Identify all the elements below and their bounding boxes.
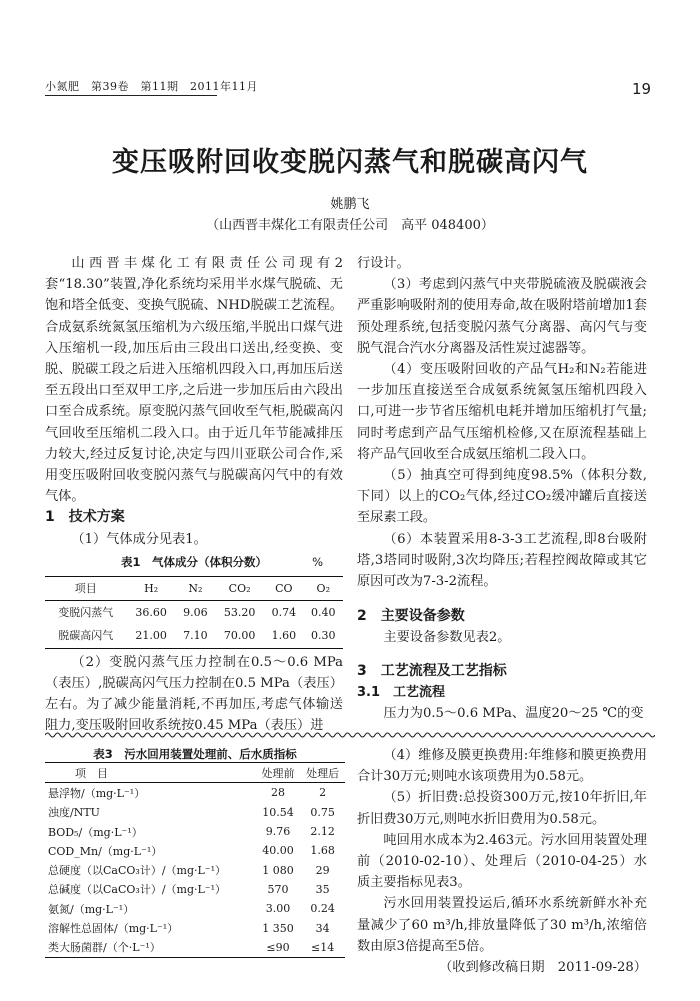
table-3-wrapper: [45, 762, 345, 958]
table-row: BOD₅/（mg·L⁻¹） 9.76 2.12: [48, 825, 335, 839]
depreciation-paragraph: （5）折旧费:总投资300万元,按10年折旧,年折旧费30万元,则吨水折旧费用为0.58元。: [357, 790, 647, 827]
table-1-header: CO₂: [215, 577, 264, 601]
table-1-header: CO: [264, 577, 303, 601]
page-number: 19: [632, 80, 652, 98]
left-column: [45, 253, 343, 736]
affiliation: （山西晋丰煤化工有限责任公司 高平 048400）: [206, 218, 494, 233]
right-column-lower: [357, 745, 647, 978]
section-1-heading: 1 技术方案: [45, 509, 125, 526]
table-row: 变脱闪蒸气 36.60 9.06 53.20 0.74 0.40: [58, 606, 336, 620]
item-5-paragraph: （5）抽真空可得到纯度98.5%（体积分数,下同）以上的CO₂气体,经过CO₂缓冲罐后直接送至尿素工段。: [357, 468, 647, 526]
section-2-heading: 2 主要设备参数: [357, 608, 465, 625]
continuation-text: 行设计。: [357, 256, 410, 271]
article-title: 变压吸附回收变脱闪蒸气和脱碳高闪气: [112, 147, 588, 178]
table-3-header-row: [45, 763, 345, 783]
right-column: [357, 253, 647, 724]
table-row: 总碱度（以CaCO₃计）/（mg·L⁻¹） 570 35: [48, 882, 330, 897]
cost-paragraph: 吨回用水成本为2.463元。污水回用装置处理前（2010-02-10）、处理后（2010-04-25）水质主要指标见表3。: [357, 832, 647, 891]
table-1: [45, 576, 343, 649]
item-3-paragraph: （3）考虑到闪蒸气中夹带脱硫液及脱碳液会严重影响吸附剂的使用寿命,故在吸附塔前增加1套预处理系统,包括变脱闪蒸气分离器、高闪气与变脱气混合汽水分离器及活性炭过滤器等。: [357, 277, 647, 356]
process-paragraph: 压力为0.5～0.6 MPa、温度20～25 ℃的变: [383, 706, 644, 722]
maintenance-paragraph: （4）维修及膜更换费用:年维修和膜更换费用合计30万元;则吨水该项费用为0.58元。: [357, 748, 647, 785]
intro-paragraph: 山西晋丰煤化工有限责任公司现有2套“18.30”装置,净化系统均采用半水煤气脱硫、无饱和塔全低变、变换气脱硫、NHD脱碳工艺流程。合成氨系统氮氢压缩机为六级压缩,半脱出口煤气进入压缩机一段,加压后由三段出口送出,经变换、变脱、脱碳工段之后进入压缩机四段入口,再加压后送至五段出口至双甲工序,之后进一步加压后由六段出口至合成系统。原变脱闪蒸气回收至气柜,脱碳高闪气回收至压缩机二段入口。由于近几年节能减排压力较大,经过反复讨论,决定与四川亚联公司合作,采用变压吸附回收变脱闪蒸气与脱碳高闪气中的有效气体。: [45, 256, 343, 505]
wavy-separator: [45, 731, 655, 739]
table-3-header: 处理后: [300, 763, 345, 783]
table-1-header: H₂: [127, 577, 176, 601]
table-row: 溶解性总固体/（mg·L⁻¹） 1 350 34: [48, 921, 330, 936]
table-1-caption: 表1 气体成分（体积分数） %: [45, 552, 343, 573]
table-row: 悬浮物/（mg·L⁻¹） 28 2: [48, 786, 327, 800]
table-3-caption: 表3 污水回用装置处理前、后水质指标: [93, 747, 297, 761]
running-header: 小氮肥 第39卷 第11期 2011年11月: [45, 80, 258, 93]
table-1-header: 项目: [45, 577, 127, 601]
received-date: （收到修改稿日期 2011-09-28）: [439, 960, 647, 976]
table-row: 氨氮/（mg·L⁻¹） 3.00 0.24: [48, 902, 335, 916]
table-3-header: 项 目: [45, 763, 256, 783]
result-paragraph: 污水回用装置投运后,循环水系统新鲜水补充量减少了60 m³/h,排放量降低了30 m³/h,浓缩倍数由原3倍提高至5倍。: [357, 896, 647, 954]
item-4-paragraph: （4）变压吸附回收的产品气H₂和N₂若能进一步加压直接送至合成氨系统氮氢压缩机四段入口,可进一步节省压缩机电耗并增加压缩机打气量;同时考虑到产品气压缩机检修,又在原流程基础上将产品气回收至合成氨压缩机二段入口。: [357, 362, 647, 462]
table-row: 脱碳高闪气 21.00 7.10 70.00 1.60 0.30: [45, 624, 343, 648]
table-row: 类大肠菌群/（个·L⁻¹） ≤90 ≤14: [45, 938, 345, 958]
equipment-paragraph: 主要设备参数见表2。: [383, 630, 511, 646]
table-row: 浊度/NTU 10.54 0.75: [48, 805, 335, 820]
table-3-header: 处理前: [256, 763, 301, 783]
item-1-paragraph: （1）气体成分见表1。: [71, 531, 207, 547]
table-1-header-row: [45, 577, 343, 601]
table-1-unit: %: [312, 554, 323, 569]
item-2-paragraph: （2）变脱闪蒸气压力控制在0.5～0.6 MPa（表压）,脱碳高闪气压力控制在0.5 MPa（表压）左右。为了减少能量消耗,不再加压,考虑气体输送阻力,变压吸附回收系统按0.45 MPa（表压）进: [45, 654, 343, 734]
table-1-header: O₂: [304, 577, 343, 601]
table-row: 总硬度（以CaCO₃计）/（mg·L⁻¹） 1 080 29: [48, 863, 330, 878]
table-3: [45, 762, 345, 958]
item-6-paragraph: （6）本装置采用8-3-3工艺流程,即8台吸附塔,3塔同时吸附,3次均降压;若程控阀故障或其它原因可改为7-3-2流程。: [357, 531, 647, 590]
table-1-header: N₂: [176, 577, 215, 601]
section-3-heading: 3 工艺流程及工艺指标: [357, 662, 507, 679]
table-row: COD_Mn/（mg·L⁻¹） 40.00 1.68: [48, 844, 335, 858]
author: 姚鹏飞: [330, 197, 370, 212]
subsection-3-1-heading: 3.1 工艺流程: [357, 684, 446, 700]
header-rule: [45, 95, 217, 96]
